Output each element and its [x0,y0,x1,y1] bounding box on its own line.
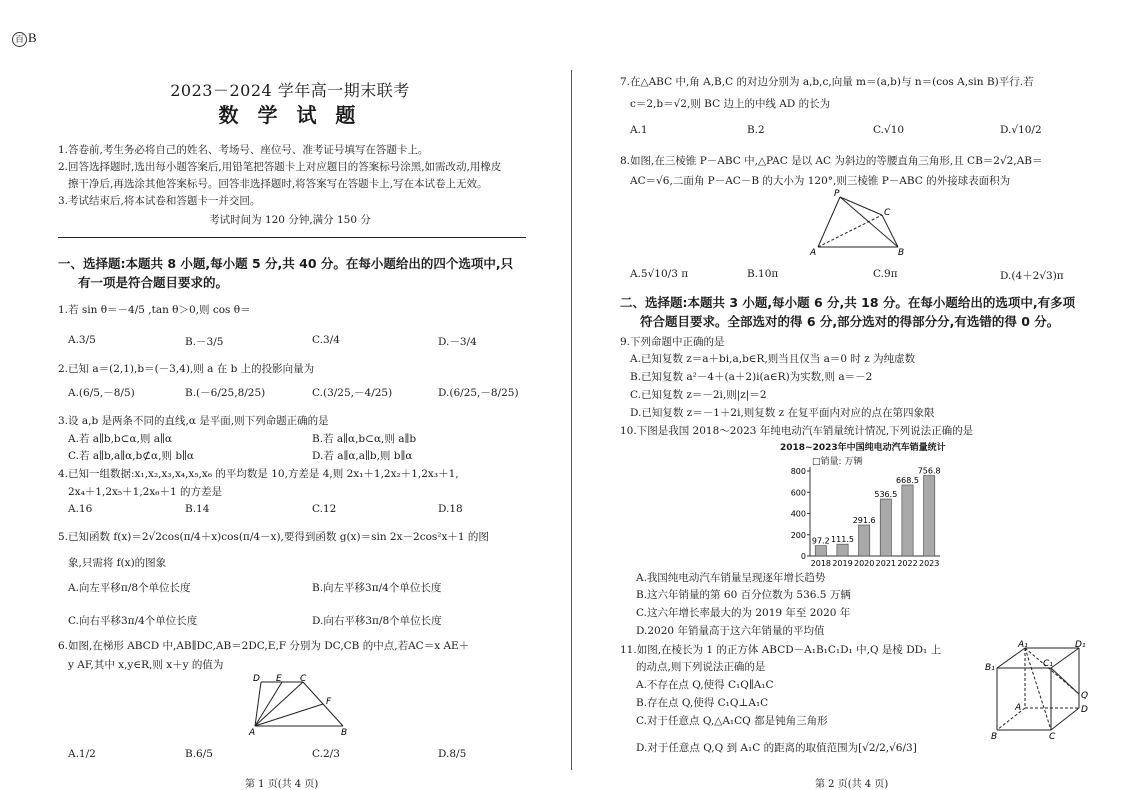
q11-label-b1: B₁ [985,663,995,673]
q8-option-c: C.9π [873,268,898,280]
q11-label-d: D [1081,705,1088,715]
y-tick-label: 600 [790,488,806,498]
q9-option-c: C.已知复数 z＝－2i,则|z|＝2 [630,389,767,401]
q11-label-a: A [1015,703,1022,713]
q11-label-q: Q [1081,691,1089,701]
chart-title: 2018~2023年中国纯电动汽车销量统计 [780,443,946,453]
bar-2020 [859,525,870,556]
q8-label-b: B [898,248,905,258]
footer-page-1: 第 1 页(共 4 页) [245,779,319,790]
q2-option-b: B.(－6/25,8/25) [185,387,266,399]
column-divider [571,70,572,770]
q5-stem-cont: 象,只需将 f(x)的图象 [68,557,167,569]
q4-option-a: A.16 [68,503,93,515]
bar-value-label: 111.5 [831,535,854,545]
q8-pyramid-figure [808,187,908,259]
q6-option-b: B.6/5 [185,748,213,760]
q8-stem: 8.如图,在三棱锥 P－ABC 中,△PAC 是以 AC 为斜边的等腰直角三角形,且 CB＝2√2,AB＝ [620,155,1043,167]
bar-2019 [837,544,848,556]
q11-option-b: B.存在点 Q,使得 C₁Q⊥A₁C [636,697,769,709]
q1-stem: 1.若 sin θ＝－4/5 ,tan θ＞0,则 cos θ＝ [58,304,251,316]
exam-subject: 数 学 试 题 [218,103,362,127]
q10-option-a: A.我国纯电动汽车销量呈现逐年增长趋势 [636,572,826,584]
bar-2021 [880,499,891,556]
section2-heading: 二、选择题:本题共 3 小题,每小题 6 分,共 18 分。在每小题给出的选项中,有多项 [620,295,1076,310]
x-tick-label: 2022 [897,559,918,568]
q4-option-b: B.14 [185,503,210,515]
q6-option-a: A.1/2 [68,748,96,760]
q6-stem: 6.如图,在梯形 ABCD 中,AB∥DC,AB＝2DC,E,F 分别为 DC,CB 的中点,若AC＝x AE＋ [58,640,470,652]
q7-stem: 7.在△ABC 中,角 A,B,C 的对边分别为 a,b,c,向量 m＝(a,b)与 n＝(cos A,sin B)平行.若 [620,76,1034,88]
q7-option-b: B.2 [747,124,765,136]
q6-label-d: D [253,674,260,684]
q9-option-d: D.已知复数 z＝－1＋2i,则复数 z 在复平面内对应的点在第四象限 [630,407,935,419]
q2-option-d: D.(6/25,－8/25) [438,387,519,399]
q6-label-c: C [300,674,307,684]
q6-stem-cont: y AF,其中 x,y∈R,则 x＋y 的值为 [68,659,224,671]
y-tick-label: 200 [790,530,806,540]
section1-heading: 一、选择题:本题共 8 小题,每小题 5 分,共 40 分。在每小题给出的四个选项中,只 [58,256,514,271]
q8-option-d: D.(4＋2√3)π [1000,270,1064,282]
q11-label-c1: C₁ [1043,659,1053,669]
bar-value-label: 756.8 [917,466,941,476]
y-tick-label: 0 [800,552,806,561]
q4-stem: 4.已知一组数据:x₁,x₂,x₃,x₄,x₅,x₆ 的平均数是 10,方差是 4,则 2x₁＋1,2x₂＋1,2x₃＋1, [58,468,459,480]
q2-stem: 2.已知 a＝(2,1),b＝(－3,4),则 a 在 b 上的投影向量为 [58,363,315,375]
q11-option-d: D.对于任意点 Q,Q 到 A₁C 的距离的取值范围为[√2/2,√6/3] [636,742,917,754]
q6-option-d: D.8/5 [438,748,467,760]
q1-option-d: D.－3/4 [438,336,477,348]
q11-stem: 11.如图,在棱长为 1 的正方体 ABCD－A₁B₁C₁D₁ 中,Q 是棱 DD₁ 上 [620,644,942,656]
bar-value-label: 97.2 [811,536,830,546]
q8-option-b: B.10π [747,268,779,280]
q6-label-e: E [276,674,282,684]
bar-value-label: 668.5 [896,475,919,485]
q3-option-b: B.若 a∥α,b⊂α,则 a∥b [312,433,417,445]
time-info: 考试时间为 120 分钟,满分 150 分 [209,214,371,226]
sales-bar-chart [780,462,945,570]
q6-label-a: A [249,728,256,736]
q4-option-c: C.12 [312,503,337,515]
q11-label-a1: A₁ [1018,640,1028,650]
q1-option-a: A.3/5 [68,334,96,346]
q7-option-a: A.1 [630,124,648,136]
x-tick-label: 2019 [832,559,853,568]
section-rule [58,237,526,238]
q5-stem: 5.已知函数 f(x)＝2√2cos(π/4＋x)cos(π/4－x),要得到函数 g(x)＝sin 2x－2cos²x＋1 的图 [58,531,489,543]
q6-trapezoid-figure [245,672,360,736]
q7-option-d: D.√10/2 [1000,124,1042,136]
bar-value-label: 291.6 [852,516,876,526]
q11-label-c: C [1049,732,1056,740]
y-tick-label: 400 [790,509,806,519]
paper-version-badge [12,30,37,47]
badge-letter: B [28,30,37,45]
badge-circle: 百 [12,32,27,47]
section2-heading-cont: 符合题目要求。全部选对的得 6 分,部分选对的得部分分,有选错的得 0 分。 [640,314,1060,329]
q4-stem-cont: 2x₄＋1,2x₅＋1,2x₆＋1 的方差是 [68,486,222,498]
q10-option-b: B.这六年销量的第 60 百分位数为 536.5 万辆 [636,589,851,601]
q10-option-c: C.这六年增长率最大的为 2019 年至 2020 年 [636,607,851,619]
q3-option-a: A.若 a∥b,b⊂α,则 a∥α [68,433,172,445]
q5-option-b: B.向左平移3π/4个单位长度 [312,582,442,594]
note-2: 2.回答选择题时,选出每小题答案后,用铅笔把答题卡上对应题目的答案标号涂黑,如需改动,用橡皮 [58,161,502,173]
q3-option-d: D.若 a∥α,a∥b,则 b∥α [312,450,413,462]
q5-option-c: C.向右平移3π/4个单位长度 [68,615,198,627]
exam-title: 2023－2024 学年高一期末联考 [170,81,410,100]
q3-stem: 3.设 a,b 是两条不同的直线,α 是平面,则下列命题正确的是 [58,415,329,427]
note-2-cont: 擦干净后,再选涂其他答案标号。回答非选择题时,将答案写在答题卡上,写在本试卷上无效。 [68,178,488,190]
q11-option-c: C.对于任意点 Q,△A₁CQ 都是钝角三角形 [636,715,828,727]
q2-option-c: C.(3/25,－4/25) [312,387,393,399]
note-1: 1.答卷前,考生务必将自己的姓名、考场号、座位号、准考证号填写在答题卡上。 [58,144,429,156]
footer-page-2: 第 2 页(共 4 页) [815,779,889,790]
x-tick-label: 2018 [810,559,832,568]
q8-label-a: A [810,248,817,258]
q5-option-d: D.向右平移3π/8个单位长度 [312,615,442,627]
bar-2018 [815,546,826,556]
q2-option-a: A.(6/5,－8/5) [68,387,135,399]
q7-stem-cont: c＝2,b＝√2,则 BC 边上的中线 AD 的长为 [630,98,831,110]
q9-option-a: A.已知复数 z＝a＋bi,a,b∈R,则当且仅当 a＝0 时 z 为纯虚数 [630,353,916,365]
q3-option-c: C.若 a∥b,a∥α,b⊄α,则 b∥α [68,450,194,462]
q10-stem: 10.下图是我国 2018～2023 年纯电动汽车销量统计情况,下列说法正确的是 [620,425,974,437]
q11-option-a: A.不存在点 Q,使得 C₁Q∥A₁C [636,679,774,691]
q1-option-c: C.3/4 [312,334,340,346]
q6-label-b: B [341,728,348,736]
q9-option-b: B.已知复数 a²－4＋(a＋2)i(a∈R)为实数,则 a＝－2 [630,371,873,383]
note-3: 3.考试结束后,将本试卷和答题卡一并交回。 [58,195,261,207]
q1-option-b: B.－3/5 [185,336,224,348]
q7-option-c: C.√10 [873,124,905,136]
q8-stem-cont: AC＝√6,二面角 P－AC－B 的大小为 120°,则三棱锥 P－ABC 的外接球表面积为 [630,175,1011,187]
chart-legend: □销量: 万辆 [812,457,863,467]
q4-option-d: D.18 [438,503,463,515]
q6-label-f: F [326,697,332,707]
x-tick-label: 2021 [875,559,897,568]
q5-option-a: A.向左平移π/8个单位长度 [68,582,191,594]
bar-2023 [924,476,935,556]
q10-option-d: D.2020 年销量高于这六年销量的平均值 [636,625,825,637]
bar-2022 [902,485,913,556]
bar-value-label: 536.5 [874,489,898,499]
q11-cube-figure [983,638,1093,740]
q6-option-c: C.2/3 [312,748,340,760]
q9-stem: 9.下列命题中正确的是 [620,336,725,348]
q8-option-a: A.5√10/3 π [630,268,689,280]
section1-heading-cont: 有一项是符合题目要求的。 [78,275,229,290]
q11-stem-cont: 的动点,则下列说法正确的是 [636,661,766,673]
x-tick-label: 2020 [853,559,875,568]
q8-label-c: C [884,208,891,218]
q11-label-d1: D₁ [1075,640,1086,650]
x-tick-label: 2023 [918,559,940,568]
q11-label-b: B [991,732,998,740]
y-tick-label: 800 [790,467,806,476]
q8-label-p: P [834,189,840,199]
